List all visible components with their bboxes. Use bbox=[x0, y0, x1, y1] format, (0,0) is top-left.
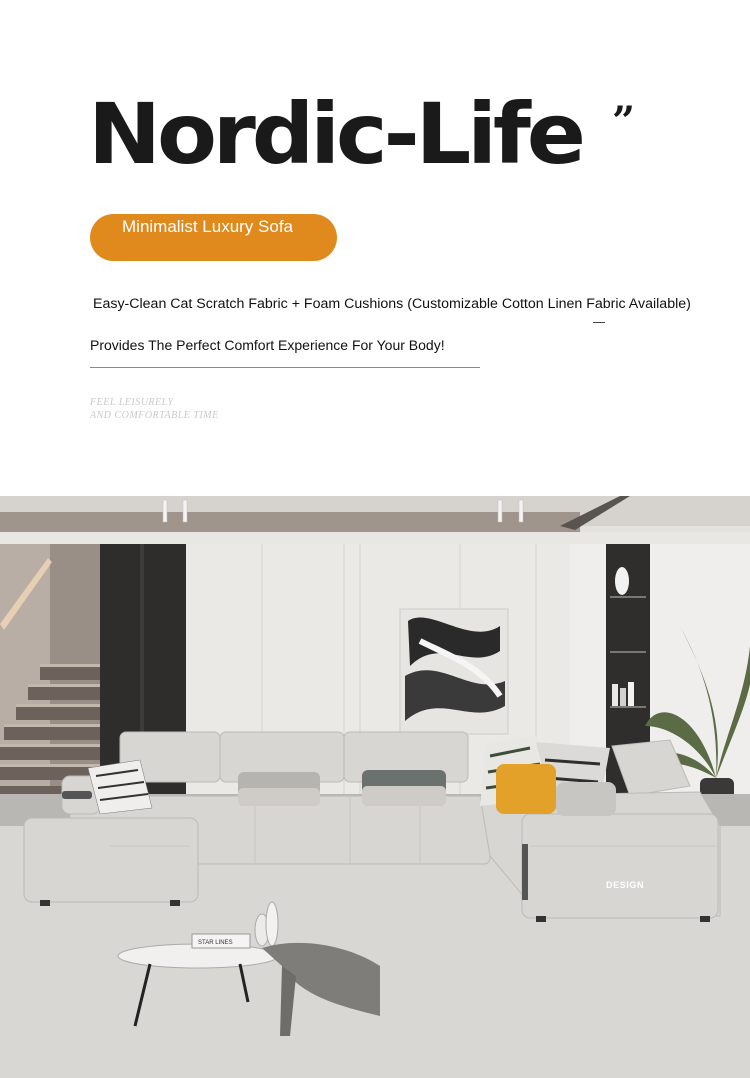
brand-title: Nordic-Life bbox=[88, 85, 582, 183]
tagline-line-2: AND COMFORTABLE TIME bbox=[90, 410, 219, 421]
wood-ceiling-panel bbox=[0, 512, 580, 532]
orange-pillow bbox=[496, 764, 556, 814]
hero-header bbox=[0, 0, 750, 496]
living-room-illustration bbox=[0, 496, 750, 1078]
design-label: DESIGN bbox=[606, 880, 645, 890]
book-text: STAR LINES bbox=[198, 940, 233, 946]
feature-line-1: Easy-Clean Cat Scratch Fabric + Foam Cushions (Customizable Cotton Linen Fabric Available) bbox=[93, 296, 691, 312]
tagline-line-1: FEEL LEISURELY bbox=[90, 397, 174, 408]
sofa-photo bbox=[0, 496, 750, 1078]
feature-line-2: Provides The Perfect Comfort Experience For Your Body! bbox=[90, 337, 445, 353]
divider-line bbox=[90, 367, 480, 368]
quote-mark: ” bbox=[612, 98, 636, 145]
divider-dash bbox=[593, 322, 605, 323]
product-badge-label: Minimalist Luxury Sofa bbox=[122, 217, 294, 236]
product-badge bbox=[90, 214, 337, 261]
tagline bbox=[90, 396, 219, 422]
